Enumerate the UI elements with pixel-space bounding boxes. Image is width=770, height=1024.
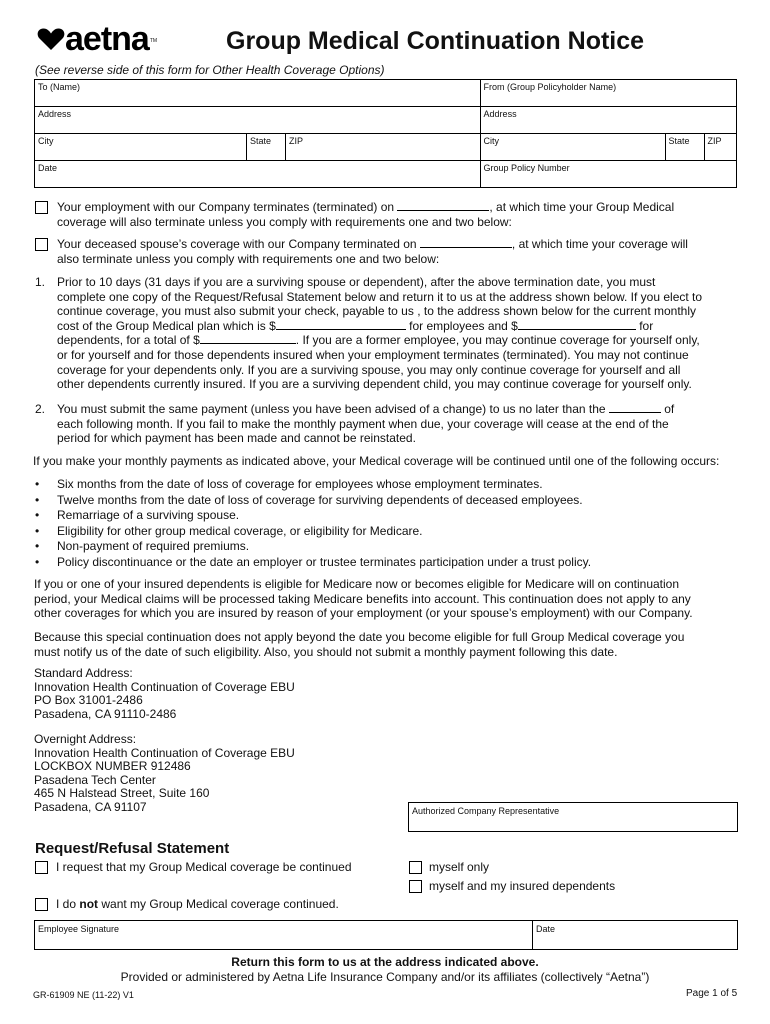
checkbox-myself-dependents[interactable] <box>409 880 422 893</box>
requirement-1-total-line <box>57 333 740 348</box>
checkbox-myself-only[interactable] <box>409 861 422 874</box>
refuse-label <box>56 897 339 911</box>
requirement-1-line: Prior to 10 days (31 days if you are a surviving spouse or dependent), after the above termination date, you must <box>57 275 656 289</box>
page-title: Group Medical Continuation Notice <box>226 27 645 55</box>
myself-dependents-row <box>409 879 615 894</box>
requirement-2-line: each following month. If you fail to make the monthly payment when due, your coverage will cease at the end of the <box>57 416 669 431</box>
city-left-field[interactable] <box>35 134 247 161</box>
signature-date-field[interactable] <box>532 920 738 950</box>
requirement-2 <box>35 402 740 446</box>
checkbox-spouse-deceased[interactable] <box>35 238 48 251</box>
address-line: Pasadena, CA 91107 <box>34 799 147 814</box>
address-line: Innovation Health Continuation of Coverage EBU <box>34 745 295 760</box>
requirement-1 <box>35 275 740 392</box>
cost-text: cost of the Group Medical plan which is $ <box>57 318 276 333</box>
total-text: . If you are a former employee, you may continue coverage for yourself only, <box>295 333 700 348</box>
zip-right-field[interactable] <box>704 134 736 161</box>
requirement-1-line: other dependents currently insured. If you are a surviving dependent child, you may continue coverage for yourself only. <box>57 377 692 392</box>
zip-right-label: ZIP <box>707 136 722 146</box>
employee-cost-blank[interactable] <box>276 319 406 330</box>
requirement-1-line: continue coverage, you must also submit your check, payable to us , to the address shown below for the current monthly <box>57 304 697 319</box>
to-name-field[interactable] <box>35 80 481 107</box>
checkbox-employment-terminates[interactable] <box>35 201 48 214</box>
option1-text-b: , at which time your Group Medical <box>489 200 675 214</box>
special-line: must notify us of the date of such eligibility. Also, you should not submit a monthly payment following this date. <box>34 644 618 659</box>
termination-condition-item: • Eligibility for other group medical coverage, or eligibility for Medicare. <box>35 524 735 540</box>
requirement-2-number: 2. <box>35 402 46 416</box>
address-line: LOCKBOX NUMBER 912486 <box>34 759 191 773</box>
group-policy-number-field[interactable] <box>480 161 736 188</box>
page-number: Page 1 of 5 <box>686 988 738 999</box>
address-right-field[interactable] <box>480 107 736 134</box>
option2-text-b: , at which time your coverage will <box>511 237 688 251</box>
requirement-2-line: period for which payment has been made and cannot be reinstated. <box>57 431 416 446</box>
address-left-field[interactable] <box>35 107 481 134</box>
termination-conditions-list <box>35 477 735 571</box>
address-line: Pasadena Tech Center <box>34 772 156 787</box>
zip-left-field[interactable] <box>286 134 481 161</box>
special-continuation-paragraph <box>34 630 744 659</box>
checkbox-refuse-continue[interactable] <box>35 898 48 911</box>
from-label: From (Group Policyholder Name) <box>483 82 617 92</box>
requirement-1-number: 1. <box>35 275 46 289</box>
total-text: dependents, for a total of $ <box>57 333 200 348</box>
refuse-row <box>35 897 339 912</box>
myself-dependents-label: myself and my insured dependents <box>429 879 616 893</box>
termination-condition-item: • Six months from the date of loss of coverage for employees whose employment terminates. <box>35 477 735 493</box>
address-line: Overnight Address: <box>34 732 137 746</box>
city-right-label: City <box>483 136 500 146</box>
requirement-1-line: or for yourself and for those dependents insured when your employment terminates (terminated). You may not continue <box>57 347 689 362</box>
requirement-2-payment-line <box>57 402 740 417</box>
address-left-label: Address <box>38 109 72 119</box>
to-name-label: To (Name) <box>38 82 81 92</box>
employee-signature-label: Employee Signature <box>38 924 120 934</box>
signature-date-label: Date <box>536 924 556 934</box>
medicare-line: If you or one of your insured dependents is eligible for Medicare now or becomes eligible for Medicare will on continuation <box>34 577 680 591</box>
refuse-text: I do <box>56 897 80 911</box>
refuse-emphasis: not <box>79 897 99 911</box>
option2-text-a: Your deceased spouse’s coverage with our Company terminated on <box>57 237 417 251</box>
heart-icon <box>37 27 65 51</box>
address-line: Innovation Health Continuation of Coverage EBU <box>34 679 295 694</box>
medicare-line: period, your Medical claims will be processed taking Medicare benefits into account. This continuation does not apply to any <box>34 591 691 606</box>
zip-left-label: ZIP <box>289 136 304 146</box>
dependent-cost-blank[interactable] <box>518 319 636 330</box>
medicare-paragraph <box>34 577 744 621</box>
requirement-1-line: complete one copy of the Request/Refusal Statement below and return it to us at the address shown below. If you elect to <box>57 289 703 304</box>
option2-text-c: also terminate unless you comply with requirements one and two below: <box>57 251 440 266</box>
state-right-field[interactable] <box>665 134 704 161</box>
option1-text-c: coverage will also terminate unless you comply with requirements one and two below: <box>57 214 512 229</box>
requirement-1-line: coverage for your dependents only. If you are a surviving spouse, you may only continue coverage for yourself and all <box>57 362 681 377</box>
from-field[interactable] <box>480 80 736 107</box>
medicare-line: other coverages for which you are insured by reason of your employment (or your spouse’s employment) with our Company. <box>34 606 693 621</box>
cost-text: for <box>639 318 654 333</box>
city-right-field[interactable] <box>480 134 665 161</box>
payment-text: You must submit the same payment (unless you have been advised of a change) to us no later than the <box>57 402 606 416</box>
group-policy-number-label: Group Policy Number <box>483 163 570 173</box>
total-cost-blank[interactable] <box>200 333 296 344</box>
return-instruction: Return this form to us at the address indicated above. <box>231 955 539 969</box>
option-employment-terminates <box>35 200 735 229</box>
special-line: Because this special continuation does not apply beyond the date you become eligible for full Group Medical coverage you <box>34 630 685 644</box>
payment-text: of <box>664 402 675 416</box>
termination-date-blank[interactable] <box>397 200 489 211</box>
standard-address <box>34 667 295 721</box>
provided-by-text: Provided or administered by Aetna Life Insurance Company and/or its affiliates (collectively “Aetna”) <box>120 970 650 984</box>
request-refusal-heading: Request/Refusal Statement <box>35 840 230 857</box>
termination-condition-item: • Remarriage of a surviving spouse. <box>35 508 735 524</box>
termination-condition-item: • Twelve months from the date of loss of coverage for surviving dependents of deceased employees. <box>35 493 735 509</box>
cost-text: for employees and $ <box>409 318 518 333</box>
payment-day-blank[interactable] <box>609 402 661 413</box>
form-code: GR-61909 NE (11-22) V1 <box>33 990 134 1000</box>
overnight-address <box>34 733 295 814</box>
date-label: Date <box>38 163 58 173</box>
city-left-label: City <box>38 136 54 146</box>
address-right-label: Address <box>483 109 517 119</box>
address-line: PO Box 31001-2486 <box>34 693 143 707</box>
spouse-termination-date-blank[interactable] <box>420 237 512 248</box>
authorized-rep-label: Authorized Company Representative <box>412 806 560 816</box>
authorized-rep-field[interactable] <box>408 802 738 832</box>
request-continue-label: I request that my Group Medical coverage be continued <box>56 860 352 874</box>
state-left-label: State <box>250 136 272 146</box>
logo-wordmark: aetna <box>65 20 149 58</box>
aetna-logo <box>37 22 157 56</box>
state-right-label: State <box>668 136 690 146</box>
option-spouse-deceased <box>35 237 735 266</box>
termination-condition-item: • Policy discontinuance or the date an employer or trustee terminates participation under a trust policy. <box>35 555 735 571</box>
address-line: Standard Address: <box>34 666 133 680</box>
address-line: 465 N Halstead Street, Suite 160 <box>34 786 210 800</box>
option1-text-a: Your employment with our Company terminates (terminated) on <box>57 200 395 214</box>
requirement-1-cost-line <box>57 319 740 334</box>
myself-only-label: myself only <box>429 860 490 874</box>
refuse-text: want my Group Medical coverage continued. <box>98 897 339 911</box>
state-left-field[interactable] <box>247 134 286 161</box>
termination-condition-item: • Non-payment of required premiums. <box>35 539 735 555</box>
checkbox-request-continue[interactable] <box>35 861 48 874</box>
trademark-mark: TM <box>149 38 158 44</box>
request-continue-row <box>35 860 352 875</box>
page-subtitle: (See reverse side of this form for Other Health Coverage Options) <box>35 63 385 77</box>
myself-only-row <box>409 860 489 875</box>
address-line: Pasadena, CA 91110-2486 <box>34 706 177 721</box>
recipient-form-grid <box>34 79 737 188</box>
date-field[interactable] <box>35 161 481 188</box>
employee-signature-field[interactable] <box>34 920 533 950</box>
continued-until-text: If you make your monthly payments as indicated above, your Medical coverage will be continued until one of the following occurs: <box>33 454 720 468</box>
